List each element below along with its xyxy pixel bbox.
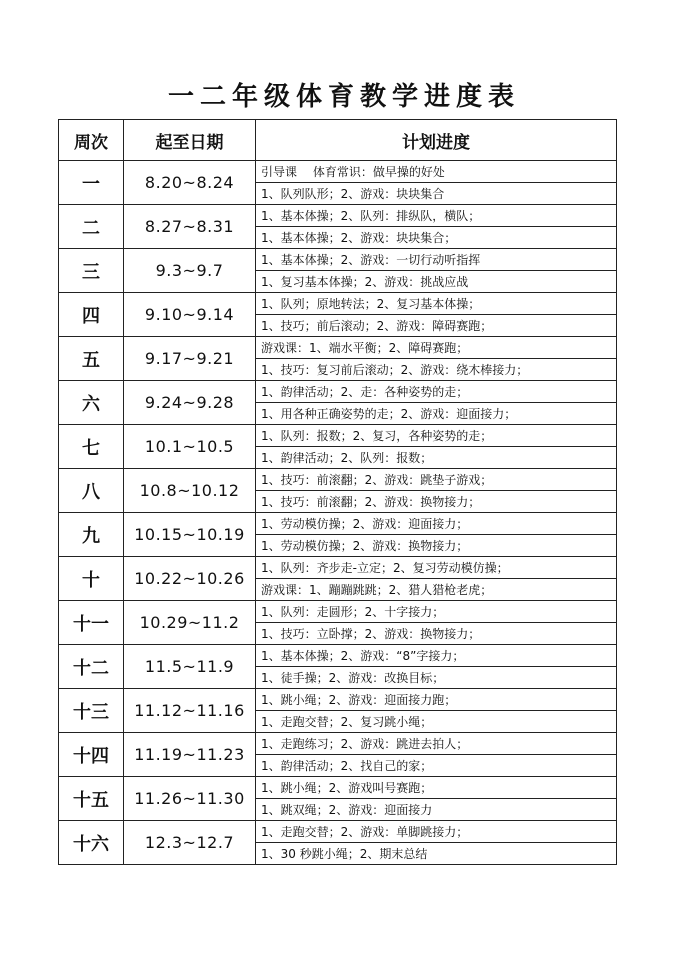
- plan-cell: 1、跳小绳；2、游戏：迎面接力跑；: [256, 689, 617, 711]
- table-row: [59, 601, 617, 623]
- plan-cell: 1、技巧：前滚翻；2、游戏：换物接力；: [256, 491, 617, 513]
- table-row: [59, 249, 617, 271]
- table-row: [59, 293, 617, 315]
- week-cell: 六: [59, 381, 124, 425]
- week-cell: 十五: [59, 777, 124, 821]
- date-range-cell: 9.17~9.21: [124, 337, 256, 381]
- table-header-row: [59, 120, 617, 161]
- date-range-cell: 11.5~11.9: [124, 645, 256, 689]
- plan-cell: 1、韵律活动；2、走：各种姿势的走；: [256, 381, 617, 403]
- plan-cell: 1、技巧：前滚翻；2、游戏：跳垫子游戏；: [256, 469, 617, 491]
- header-plan: 计划进度: [256, 120, 617, 161]
- week-cell: 十六: [59, 821, 124, 865]
- plan-cell: 1、劳动模仿操；2、游戏：迎面接力；: [256, 513, 617, 535]
- page-title: 一二年级体育教学进度表: [167, 82, 520, 112]
- date-range-cell: 8.27~8.31: [124, 205, 256, 249]
- plan-cell: 1、劳动模仿操；2、游戏：换物接力；: [256, 535, 617, 557]
- table-row: [59, 689, 617, 711]
- plan-cell: 1、队列：报数；2、复习，各种姿势的走；: [256, 425, 617, 447]
- table-row: [59, 513, 617, 535]
- table-row: [59, 645, 617, 667]
- date-range-cell: 8.20~8.24: [124, 161, 256, 205]
- plan-cell: 1、走跑交替；2、复习跳小绳；: [256, 711, 617, 733]
- date-range-cell: 9.3~9.7: [124, 249, 256, 293]
- plan-cell: 1、基本体操；2、游戏：块块集合；: [256, 227, 617, 249]
- week-cell: 五: [59, 337, 124, 381]
- week-cell: 一: [59, 161, 124, 205]
- week-cell: 四: [59, 293, 124, 337]
- week-cell: 九: [59, 513, 124, 557]
- plan-cell: 1、用各种正确姿势的走；2、游戏：迎面接力；: [256, 403, 617, 425]
- date-range-cell: 10.29~11.2: [124, 601, 256, 645]
- date-range-cell: 10.22~10.26: [124, 557, 256, 601]
- plan-cell: 游戏课：1、蹦蹦跳跳；2、猎人猎枪老虎；: [256, 579, 617, 601]
- plan-cell: 游戏课：1、端水平衡；2、障碍赛跑；: [256, 337, 617, 359]
- date-range-cell: 9.10~9.14: [124, 293, 256, 337]
- plan-cell: 1、队列队形；2、游戏：块块集合: [256, 183, 617, 205]
- week-cell: 十一: [59, 601, 124, 645]
- date-range-cell: 11.26~11.30: [124, 777, 256, 821]
- date-range-cell: 10.15~10.19: [124, 513, 256, 557]
- table-row: [59, 557, 617, 579]
- date-range-cell: 12.3~12.7: [124, 821, 256, 865]
- table-row: [59, 469, 617, 491]
- date-range-cell: 11.12~11.16: [124, 689, 256, 733]
- table-row: [59, 205, 617, 227]
- plan-cell: 1、走跑交替；2、游戏：单脚跳接力；: [256, 821, 617, 843]
- table-row: [59, 777, 617, 799]
- plan-cell: 1、技巧：立卧撑；2、游戏：换物接力；: [256, 623, 617, 645]
- week-cell: 十二: [59, 645, 124, 689]
- plan-cell: 1、队列：走圆形；2、十字接力；: [256, 601, 617, 623]
- plan-cell: 1、基本体操；2、游戏：一切行动听指挥: [256, 249, 617, 271]
- header-week: 周次: [59, 120, 124, 161]
- table-row: [59, 337, 617, 359]
- table-row: [59, 381, 617, 403]
- date-range-cell: 10.1~10.5: [124, 425, 256, 469]
- schedule-table: [58, 119, 617, 865]
- plan-cell: 1、基本体操；2、游戏：“8”字接力；: [256, 645, 617, 667]
- plan-cell: 1、30 秒跳小绳；2、期末总结: [256, 843, 617, 865]
- plan-cell: 1、跳双绳；2、游戏：迎面接力: [256, 799, 617, 821]
- plan-cell: 1、跳小绳；2、游戏叫号赛跑；: [256, 777, 617, 799]
- plan-cell: 1、技巧；前后滚动；2、游戏：障碍赛跑；: [256, 315, 617, 337]
- plan-cell: 1、技巧：复习前后滚动；2、游戏：绕木棒接力；: [256, 359, 617, 381]
- date-range-cell: 10.8~10.12: [124, 469, 256, 513]
- plan-cell: 1、队列；原地转法；2、复习基本体操；: [256, 293, 617, 315]
- table-row: [59, 161, 617, 183]
- header-dates: 起至日期: [124, 120, 256, 161]
- week-cell: 三: [59, 249, 124, 293]
- week-cell: 十四: [59, 733, 124, 777]
- plan-cell: 引导课 体育常识：做早操的好处: [256, 161, 617, 183]
- table-row: [59, 821, 617, 843]
- week-cell: 十三: [59, 689, 124, 733]
- table-row: [59, 425, 617, 447]
- plan-cell: 1、徒手操；2、游戏：改换目标；: [256, 667, 617, 689]
- week-cell: 八: [59, 469, 124, 513]
- plan-cell: 1、基本体操；2、队列：排纵队，横队；: [256, 205, 617, 227]
- plan-cell: 1、队列：齐步走-立定；2、复习劳动模仿操；: [256, 557, 617, 579]
- plan-cell: 1、韵律活动；2、找自己的家；: [256, 755, 617, 777]
- date-range-cell: 9.24~9.28: [124, 381, 256, 425]
- table-row: [59, 733, 617, 755]
- plan-cell: 1、韵律活动；2、队列：报数；: [256, 447, 617, 469]
- date-range-cell: 11.19~11.23: [124, 733, 256, 777]
- week-cell: 七: [59, 425, 124, 469]
- plan-cell: 1、复习基本体操；2、游戏：挑战应战: [256, 271, 617, 293]
- week-cell: 二: [59, 205, 124, 249]
- plan-cell: 1、走跑练习；2、游戏：跳进去拍人；: [256, 733, 617, 755]
- week-cell: 十: [59, 557, 124, 601]
